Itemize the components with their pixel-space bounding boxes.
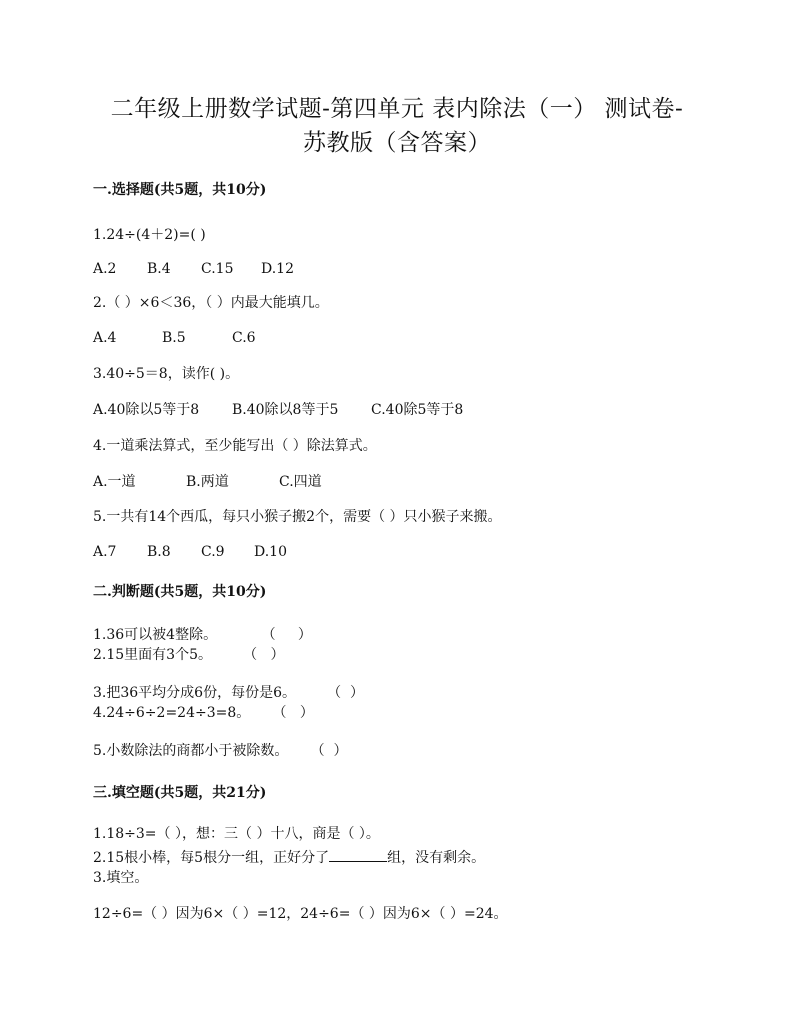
- q5-option-c: C.9: [201, 544, 225, 560]
- worksheet-title-line1: 二年级上册数学试题-第四单元 表内除法（一） 测试卷-: [110, 96, 684, 122]
- question-5-stem: 5.一共有14个西瓜，每只小猴子搬2个，需要（ ）只小猴子来搬。: [93, 509, 502, 525]
- judge-item-5: 5.小数除法的商都小于被除数。 （ ）: [93, 743, 348, 759]
- question-4-stem: 4.一道乘法算式，至少能写出（ ）除法算式。: [93, 438, 377, 454]
- fill-item-3-content: 12÷6=（ ）因为6×（ ）=12，24÷6=（ ）因为6×（ ）=24。: [93, 906, 508, 922]
- q4-option-a: A.一道: [93, 474, 136, 490]
- q1-option-b: B.4: [147, 261, 171, 277]
- judge-item-1: 1.36可以被4整除。 （ ）: [93, 627, 312, 643]
- judge-item-3: 3.把36平均分成6份，每份是6。 （ ）: [93, 685, 365, 701]
- q3-option-b: B.40除以8等于5: [232, 402, 339, 418]
- q2-option-a: A.4: [93, 330, 117, 346]
- worksheet-title-line2: 苏教版（含答案）: [303, 130, 491, 156]
- fill-item-2-before: 2.15根小棒，每5根分一组，正好分了: [93, 850, 330, 866]
- question-1-stem: 1.24÷(4＋2)=( ): [93, 227, 206, 243]
- fill-item-1: 1.18÷3=（ ），想：三（ ）十八，商是（ ）。: [93, 826, 380, 842]
- q3-option-a: A.40除以5等于8: [93, 402, 200, 418]
- fill-item-2-after: 组，没有剩余。: [387, 850, 486, 866]
- section3-heading: 三.填空题(共5题，共21分): [93, 785, 267, 801]
- judge-item-2: 2.15里面有3个5。 （ ）: [93, 647, 285, 663]
- q5-option-d: D.10: [254, 544, 287, 560]
- q1-option-a: A.2: [93, 261, 117, 277]
- fill-item-2: [93, 847, 485, 867]
- q1-option-c: C.15: [201, 261, 234, 277]
- fill-item-3: 3.填空。: [93, 870, 149, 886]
- q5-option-a: A.7: [93, 544, 117, 560]
- fill-blank: [329, 847, 387, 862]
- question-3-stem: 3.40÷5＝8，读作( )。: [93, 366, 240, 382]
- section2-heading: 二.判断题(共5题，共10分): [93, 584, 267, 600]
- q4-option-b: B.两道: [186, 474, 229, 490]
- q4-option-c: C.四道: [279, 474, 322, 490]
- q1-option-d: D.12: [261, 261, 294, 277]
- section1-heading: 一.选择题(共5题，共10分): [93, 182, 267, 198]
- q5-option-b: B.8: [147, 544, 171, 560]
- q2-option-c: C.6: [232, 330, 256, 346]
- q2-option-b: B.5: [162, 330, 186, 346]
- judge-item-4: 4.24÷6÷2=24÷3=8。 （ ）: [93, 705, 314, 721]
- question-2-stem: 2.（ ）×6＜36，（ ）内最大能填几。: [93, 295, 329, 311]
- q3-option-c: C.40除5等于8: [371, 402, 464, 418]
